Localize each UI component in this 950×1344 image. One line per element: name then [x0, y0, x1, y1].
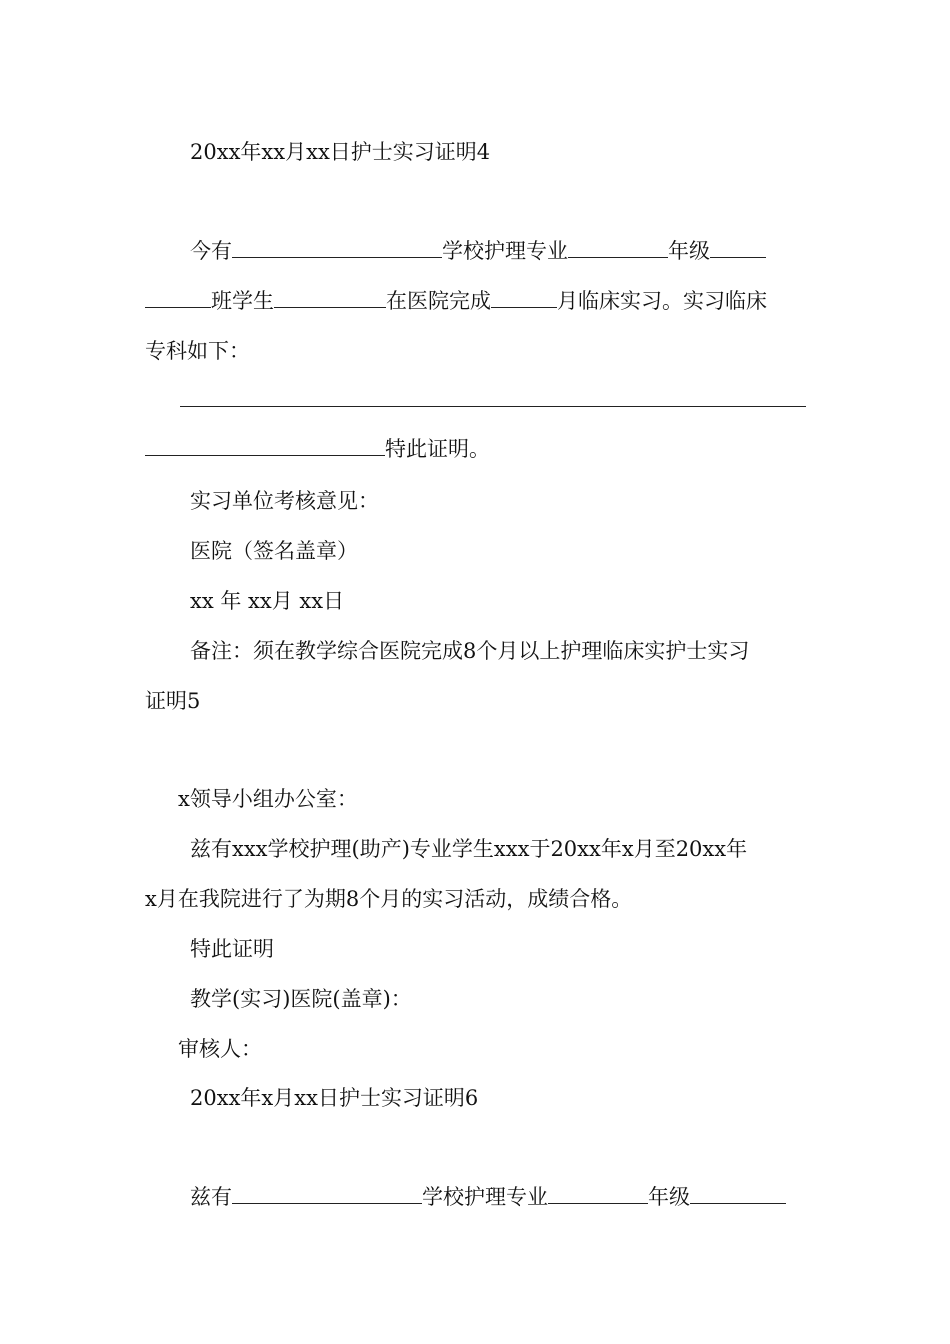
class-blank: [690, 1183, 786, 1204]
text-segment: 特此证明。: [385, 437, 490, 461]
paragraph-line-2: [145, 286, 767, 316]
text-segment: 今有: [190, 239, 232, 263]
paragraph-line-3: 专科如下：: [145, 339, 250, 363]
teaching-hospital-seal-label: 教学(实习)医院(盖章)：: [190, 987, 412, 1011]
text-segment: 学校护理专业: [422, 1185, 548, 1209]
grade-blank: [568, 237, 668, 258]
months-blank: [491, 287, 557, 308]
school-blank: [232, 237, 442, 258]
school-blank: [232, 1183, 422, 1204]
class-blank-start: [710, 237, 766, 258]
text-segment: 班学生: [211, 289, 274, 313]
note-line: 备注：须在教学综合医院完成8个月以上护理临床实护士实习: [190, 639, 750, 663]
text-segment: 学校护理专业: [442, 239, 568, 263]
body-line-2: x月在我院进行了为期8个月的实习活动，成绩合格。: [145, 887, 633, 911]
specialty-blank-line: [180, 406, 806, 407]
class-blank-end: [145, 287, 211, 308]
certify-text: 特此证明: [190, 937, 274, 961]
date-line: xx 年 xx月 xx日: [190, 589, 345, 613]
grade-blank: [548, 1183, 648, 1204]
student-name-blank: [274, 287, 386, 308]
text-segment: 年级: [668, 239, 710, 263]
addressee-line: x领导小组办公室：: [178, 787, 358, 811]
text-segment: 兹有: [190, 1185, 232, 1209]
opinion-label: 实习单位考核意见：: [190, 489, 379, 513]
body-line-1: 兹有xxx学校护理(助产)专业学生xxx于20xx年x月至20xx年: [190, 837, 748, 861]
hospital-signature-label: 医院（签名盖章）: [190, 539, 358, 563]
paragraph-line-1: [190, 236, 766, 266]
certify-line: [145, 434, 490, 464]
reviewer-label: 审核人：: [178, 1037, 262, 1061]
specialty-blank-end: [145, 435, 385, 456]
heading-certificate-6: 20xx年x月xx日护士实习证明6: [190, 1086, 479, 1110]
text-segment: 月临床实习。实习临床: [557, 289, 767, 313]
paragraph-6-line-1: [190, 1182, 786, 1212]
heading-certificate-5: 证明5: [145, 689, 201, 713]
heading-certificate-4: 20xx年xx月xx日护士实习证明4: [190, 140, 491, 164]
text-segment: 年级: [648, 1185, 690, 1209]
text-segment: 在医院完成: [386, 289, 491, 313]
